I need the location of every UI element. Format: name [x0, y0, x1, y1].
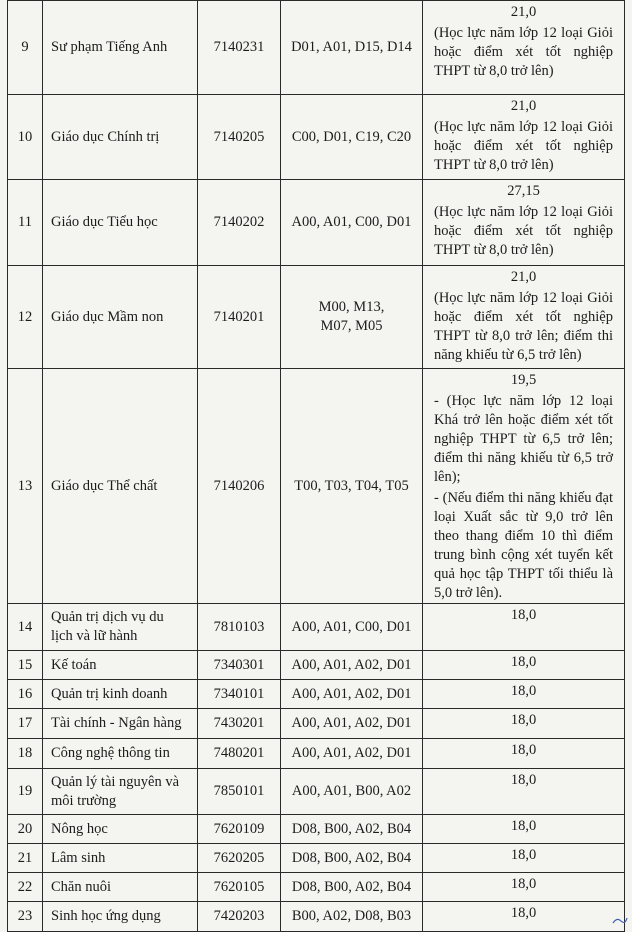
table-row [8, 844, 625, 873]
score-cell [423, 180, 625, 266]
subject-combinations: D01, A01, D15, D14 [281, 1, 423, 95]
row-number: 20 [8, 815, 43, 844]
score-cell [423, 95, 625, 180]
score-note: - (Học lực năm lớp 12 loại Khá trở lên hoặc điểm xét tốt nghiệp THPT từ 6,5 trở lên; điểm thi năng khiếu từ 6,5 trở lên); [434, 393, 613, 485]
major-code: 7140231 [198, 1, 281, 95]
subject-combinations: A00, A01, B00, A02 [281, 769, 423, 815]
major-name: Giáo dục Chính trị [43, 95, 198, 180]
major-code: 7810103 [198, 604, 281, 651]
score-cell [423, 266, 625, 369]
table-row [8, 769, 625, 815]
table-row [8, 180, 625, 266]
score-value: 27,15 [507, 183, 540, 199]
major-code: 7420203 [198, 902, 281, 932]
major-name: Sư phạm Tiếng Anh [43, 1, 198, 95]
table-row [8, 902, 625, 932]
score-value: 18,0 [423, 680, 625, 709]
score-cell [423, 1, 625, 95]
score-value: 18,0 [423, 873, 625, 902]
pen-mark-icon [612, 915, 628, 925]
major-name: Quản trị dịch vụ du lịch và lữ hành [43, 604, 198, 651]
table-row [8, 95, 625, 180]
major-name: Kế toán [43, 651, 198, 680]
score-value: 18,0 [423, 739, 625, 769]
major-code: 7140206 [198, 369, 281, 604]
table-row [8, 651, 625, 680]
score-note-secondary: - (Nếu điểm thi năng khiếu đạt loại Xuất sắc từ 9,0 trở lên theo thang điểm 10 thì điểm trung bình cộng xét tuyển kết quả học tập THPT tối thiểu là 5,0 trở lên). [434, 490, 613, 601]
row-number: 15 [8, 651, 43, 680]
major-code: 7430201 [198, 709, 281, 739]
row-number: 18 [8, 739, 43, 769]
subject-combinations: A00, A01, C00, D01 [281, 604, 423, 651]
table-row [8, 873, 625, 902]
score-note: (Học lực năm lớp 12 loại Giỏi hoặc điểm xét tốt nghiệp THPT từ 8,0 trở lên) [434, 25, 613, 79]
major-code: 7480201 [198, 739, 281, 769]
major-code: 7140205 [198, 95, 281, 180]
major-name: Sinh học ứng dụng [43, 902, 198, 932]
major-name: Giáo dục Mầm non [43, 266, 198, 369]
subject-combinations: A00, A01, A02, D01 [281, 680, 423, 709]
subject-combinations: A00, A01, A02, D01 [281, 651, 423, 680]
row-number: 19 [8, 769, 43, 815]
table-row [8, 604, 625, 651]
subject-combinations: M00, M13, M07, M05 [281, 266, 423, 369]
major-name: Công nghệ thông tin [43, 739, 198, 769]
major-name: Giáo dục Thể chất [43, 369, 198, 604]
table-row [8, 709, 625, 739]
major-name: Quản lý tài nguyên và môi trường [43, 769, 198, 815]
subject-combinations: A00, A01, A02, D01 [281, 709, 423, 739]
subject-combinations: D08, B00, A02, B04 [281, 844, 423, 873]
row-number: 21 [8, 844, 43, 873]
major-name: Quản trị kinh doanh [43, 680, 198, 709]
score-value: 18,0 [423, 604, 625, 651]
table-row [8, 266, 625, 369]
score-value: 21,0 [510, 269, 537, 285]
score-value: 18,0 [423, 769, 625, 815]
major-code: 7140202 [198, 180, 281, 266]
row-number: 13 [8, 369, 43, 604]
subject-combinations: D08, B00, A02, B04 [281, 815, 423, 844]
table-row [8, 1, 625, 95]
score-value: 18,0 [423, 844, 625, 873]
table-row [8, 680, 625, 709]
major-code: 7620105 [198, 873, 281, 902]
table-row [8, 739, 625, 769]
row-number: 22 [8, 873, 43, 902]
row-number: 14 [8, 604, 43, 651]
major-code: 7340301 [198, 651, 281, 680]
score-note: (Học lực năm lớp 12 loại Giỏi hoặc điểm xét tốt nghiệp THPT từ 8,0 trở lên) [434, 204, 613, 258]
row-number: 10 [8, 95, 43, 180]
admission-score-table [7, 0, 625, 932]
row-number: 12 [8, 266, 43, 369]
score-value: 21,0 [510, 4, 537, 20]
major-code: 7620109 [198, 815, 281, 844]
subject-combinations: A00, A01, A02, D01 [281, 739, 423, 769]
subject-combinations: D08, B00, A02, B04 [281, 873, 423, 902]
major-name: Lâm sinh [43, 844, 198, 873]
score-value: 18,0 [423, 709, 625, 739]
score-value: 21,0 [510, 98, 537, 114]
subject-combinations: A00, A01, C00, D01 [281, 180, 423, 266]
score-value: 18,0 [423, 651, 625, 680]
major-code: 7850101 [198, 769, 281, 815]
score-note: (Học lực năm lớp 12 loại Giỏi hoặc điểm xét tốt nghiệp THPT từ 8,0 trở lên) [434, 119, 613, 173]
major-name: Chăn nuôi [43, 873, 198, 902]
major-code: 7340101 [198, 680, 281, 709]
subject-combinations: B00, A02, D08, B03 [281, 902, 423, 932]
major-name: Tài chính - Ngân hàng [43, 709, 198, 739]
row-number: 17 [8, 709, 43, 739]
table-row [8, 815, 625, 844]
row-number: 16 [8, 680, 43, 709]
subject-combinations: C00, D01, C19, C20 [281, 95, 423, 180]
row-number: 11 [8, 180, 43, 266]
score-value: 19,5 [510, 372, 537, 388]
major-code: 7140201 [198, 266, 281, 369]
table-row [8, 369, 625, 604]
score-note: (Học lực năm lớp 12 loại Giỏi hoặc điểm xét tốt nghiệp THPT từ 8,0 trở lên; điểm thi năng khiếu từ 6,5 trở lên) [434, 290, 613, 363]
row-number: 23 [8, 902, 43, 932]
major-code: 7620205 [198, 844, 281, 873]
major-name: Nông học [43, 815, 198, 844]
score-cell [423, 369, 625, 604]
major-name: Giáo dục Tiểu học [43, 180, 198, 266]
score-value: 18,0 [423, 902, 625, 932]
score-value: 18,0 [423, 815, 625, 844]
row-number: 9 [8, 1, 43, 95]
subject-combinations: T00, T03, T04, T05 [281, 369, 423, 604]
